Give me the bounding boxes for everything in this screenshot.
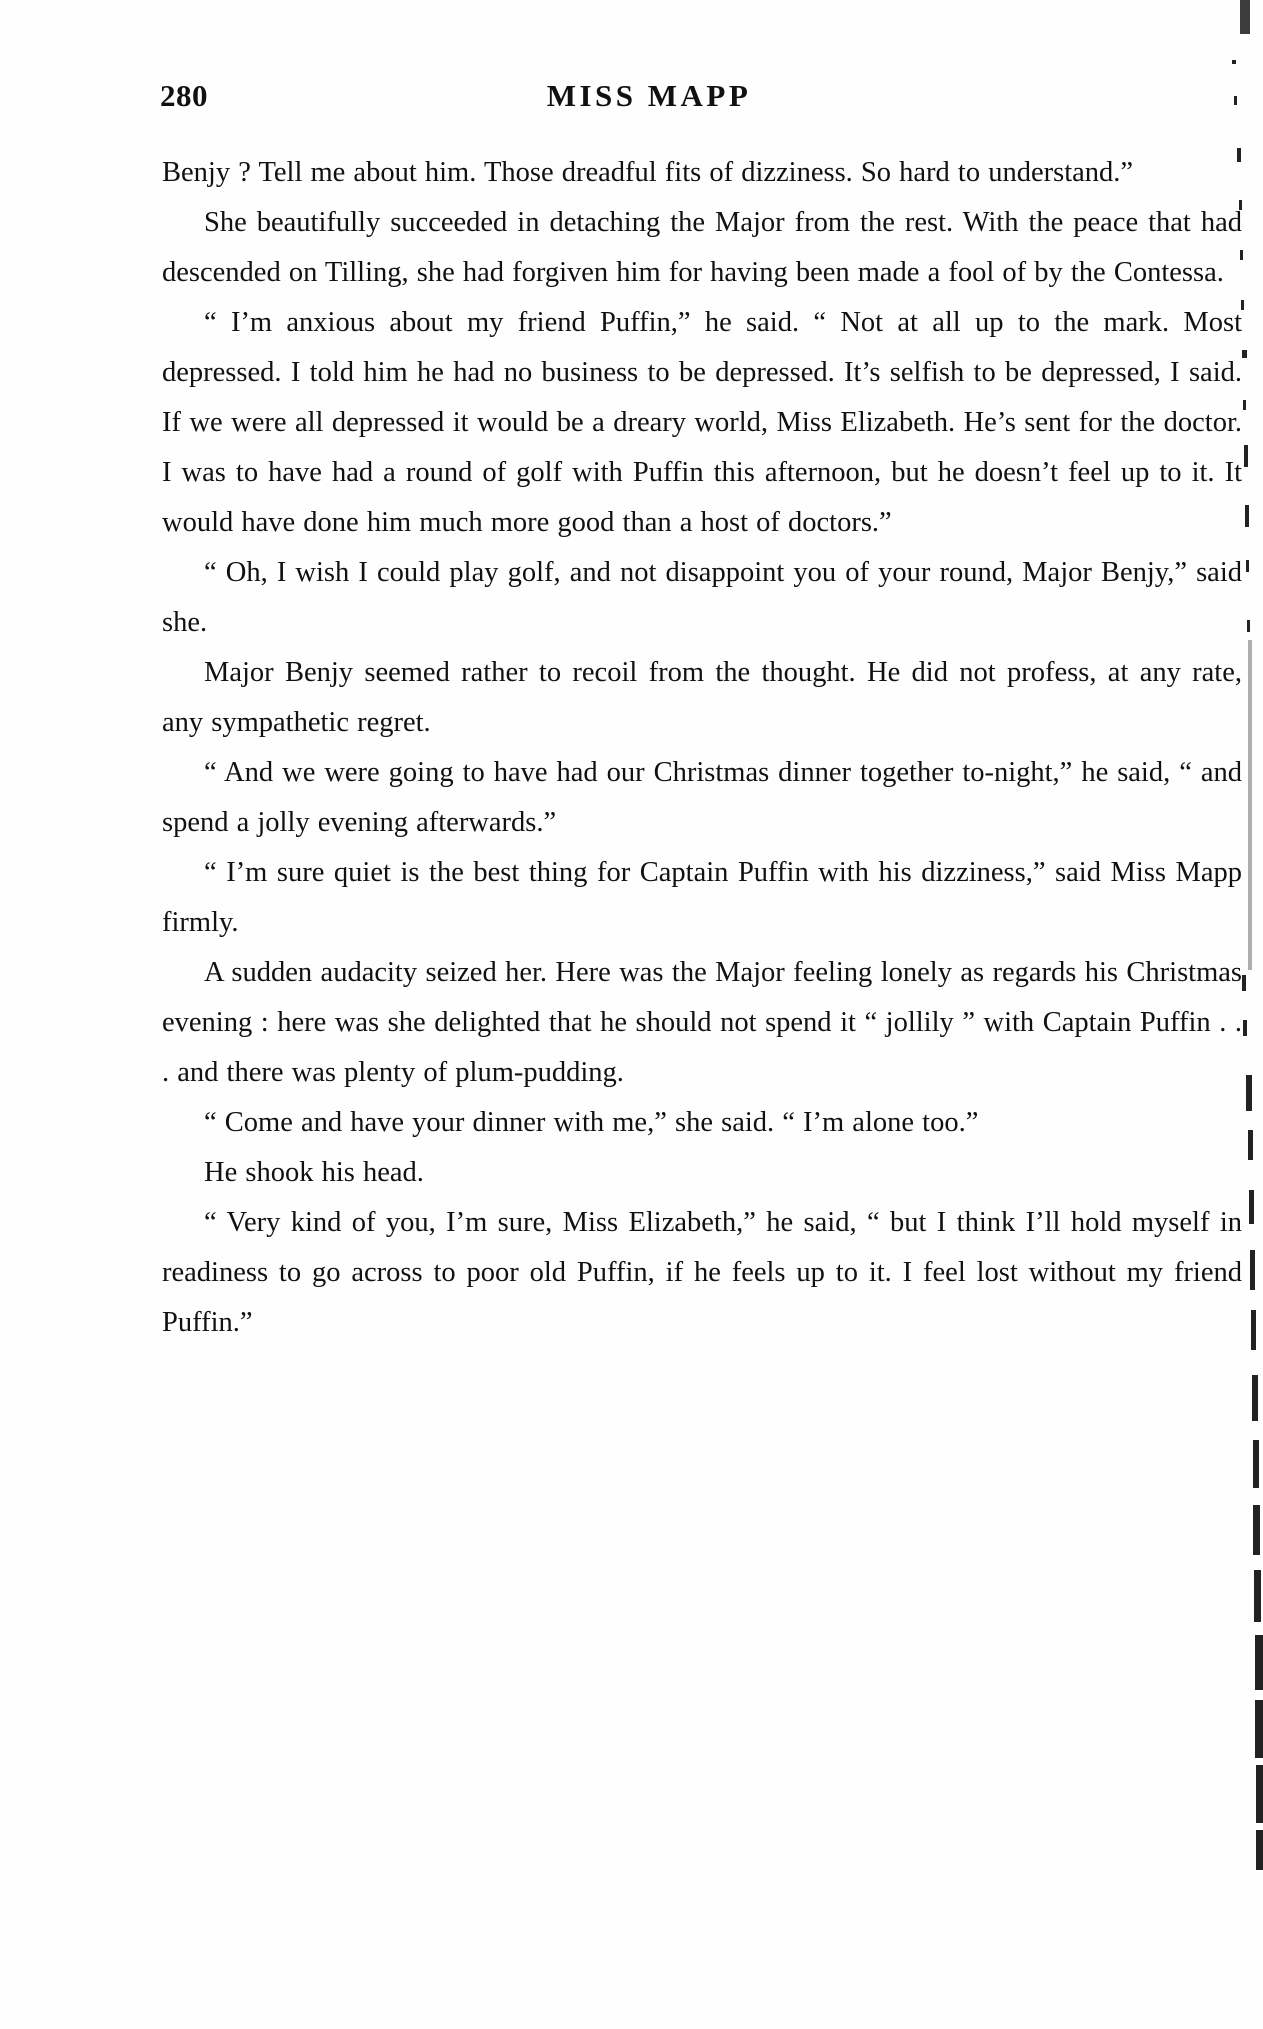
scan-speckle — [1249, 1190, 1254, 1224]
scan-speckle — [1250, 1250, 1255, 1290]
scan-speckle — [1252, 1375, 1258, 1421]
paragraph: “ I’m sure quiet is the best thing for Captain Puffin with his dizziness,” said Miss Mapp firmly. — [162, 857, 1242, 938]
page-header — [0, 78, 1263, 124]
scan-speckle — [1256, 1830, 1263, 1870]
running-head-title: MISS MAPP — [546, 78, 752, 113]
scan-speckle — [1244, 445, 1248, 467]
scan-speckle — [1255, 1700, 1263, 1758]
scan-speckle — [1246, 560, 1249, 572]
page-number: 280 — [160, 78, 208, 113]
scan-speckle — [1254, 1570, 1261, 1622]
scan-speckle — [1243, 1020, 1247, 1036]
scan-speckle — [1248, 1130, 1253, 1160]
paragraph: “ Come and have your dinner with me,” she said. “ I’m alone too.” — [204, 1107, 979, 1138]
scan-speckle — [1247, 620, 1250, 632]
paragraph: Benjy ? Tell me about him. Those dreadful fits of dizziness. So hard to understand.” — [162, 157, 1134, 188]
scan-speckle — [1255, 1635, 1263, 1690]
scan-speckle — [1242, 350, 1247, 358]
paragraph: She beautifully succeeded in detaching the Major from the rest. With the peace that had descended on Tilling, she had forgiven him for having been made a fool of by the Contessa. — [162, 207, 1242, 288]
scan-speckle — [1245, 505, 1249, 527]
paragraph: “ And we were going to have had our Christmas dinner together to-night,” he said, “ and spend a jolly evening afterwards.” — [162, 757, 1242, 838]
scan-speckle — [1242, 975, 1246, 991]
scan-speckle — [1243, 400, 1246, 410]
scan-speckle — [1253, 1505, 1260, 1555]
paragraph: “ Very kind of you, I’m sure, Miss Elizabeth,” he said, “ but I think I’ll hold myself in readiness to go across to poor old Puffin, if he feels up to it. I feel lost without my friend Puffin.” — [162, 1207, 1242, 1338]
scan-speckle — [1256, 1765, 1263, 1823]
scan-edge-artifact-top — [1240, 0, 1250, 34]
paragraph: A sudden audacity seized her. Here was the Major feeling lonely as regards his Christmas evening : here was she delighted that he should not spend it “ jollily ” with Captain Puffin . . . and there was plenty of plum-pudding. — [162, 957, 1242, 1088]
scan-speckle — [1246, 1075, 1252, 1111]
scan-edge-artifact-right-strip — [1248, 640, 1252, 970]
paragraph: “ Oh, I wish I could play golf, and not disappoint you of your round, Major Benjy,” said she. — [162, 557, 1242, 638]
paragraph: Major Benjy seemed rather to recoil from the thought. He did not profess, at any rate, any sympathetic regret. — [162, 657, 1242, 738]
paragraph: “ I’m anxious about my friend Puffin,” he said. “ Not at all up to the mark. Most depressed. I told him he had no business to be depressed. It’s selfish to be depressed, I said. If we were all depressed it would be a dreary world, Miss Elizabeth. He’s sent for the doctor. I was to have had a round of golf with Puffin this afternoon, but he doesn’t feel up to it. It would have done him much more good than a host of doctors.” — [162, 307, 1242, 538]
scan-speckle — [1253, 1440, 1259, 1488]
scan-speckle — [1232, 60, 1236, 64]
body-text-block — [162, 148, 1242, 1348]
scan-speckle — [1251, 1310, 1256, 1350]
paragraph: He shook his head. — [204, 1157, 424, 1188]
